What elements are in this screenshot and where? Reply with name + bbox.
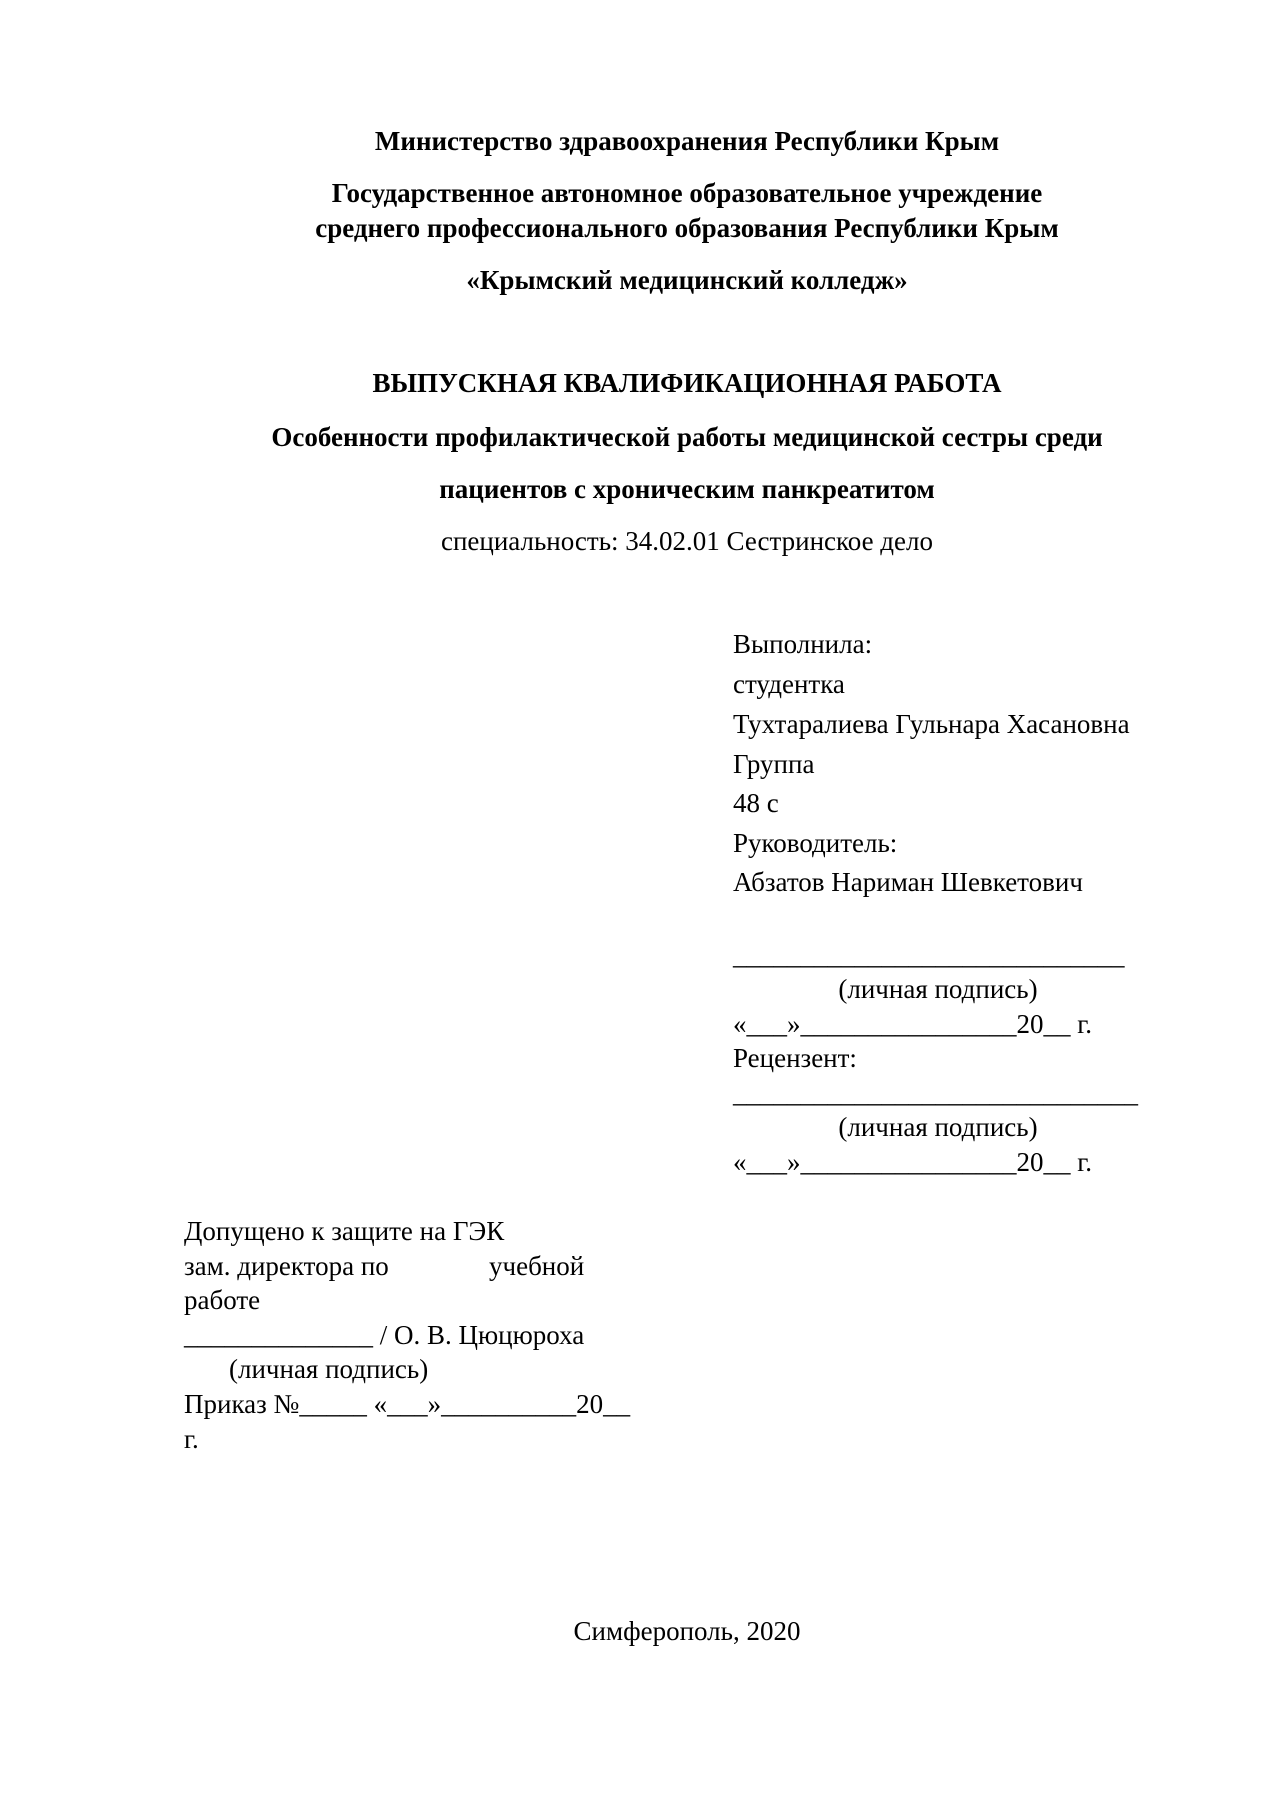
ministry-heading: Министерство здравоохранения Республики Крым	[374, 126, 1000, 156]
topic-line-2: пациентов с хроническим панкреатитом	[439, 474, 935, 504]
reviewer-signature-caption: (личная подпись)	[838, 1112, 1038, 1142]
student-role: студентка	[733, 669, 845, 699]
supervisor-date-line: «___»________________20__ г.	[733, 1009, 1093, 1039]
student-name: Тухтаралиева Гульнара Хасановна	[733, 709, 1130, 739]
specialty-line: специальность: 34.02.01 Сестринское дело	[440, 526, 934, 556]
order-year-suffix: г.	[184, 1424, 199, 1454]
supervisor-label: Руководитель:	[733, 828, 898, 858]
topic-line-1: Особенности профилактической работы медицинской сестры среди	[271, 422, 1103, 452]
college-name: «Крымский медицинский колледж»	[466, 265, 908, 295]
institution-line-2: среднего профессионального образования Республики Крым	[315, 213, 1059, 243]
deputy-line-part3: работе	[184, 1285, 261, 1315]
supervisor-signature-line: _____________________________	[733, 940, 1125, 970]
city-year: Симферополь, 2020	[573, 1616, 801, 1646]
supervisor-name: Абзатов Нариман Шевкетович	[733, 867, 1083, 897]
reviewer-signature-line: ______________________________	[733, 1078, 1138, 1108]
admission-signature-caption: (личная подпись)	[229, 1354, 429, 1384]
performed-label: Выполнила:	[733, 629, 873, 659]
group-value: 48 с	[733, 788, 779, 818]
deputy-line-part2: учебной	[489, 1251, 585, 1281]
order-line: Приказ №_____ «___»__________20__	[184, 1389, 631, 1419]
institution-line-1: Государственное автономное образовательное учреждение	[331, 178, 1043, 208]
group-label: Группа	[733, 749, 815, 779]
admission-signature-line: ______________ / О. В. Цюцюроха	[184, 1320, 585, 1350]
supervisor-signature-caption: (личная подпись)	[838, 974, 1038, 1004]
deputy-line-part1: зам. директора по	[184, 1251, 389, 1281]
work-type-title: ВЫПУСКНАЯ КВАЛИФИКАЦИОННАЯ РАБОТА	[372, 368, 1002, 398]
reviewer-label: Рецензент:	[733, 1043, 857, 1073]
reviewer-date-line: «___»________________20__ г.	[733, 1147, 1093, 1177]
admitted-line: Допущено к защите на ГЭК	[184, 1216, 505, 1246]
